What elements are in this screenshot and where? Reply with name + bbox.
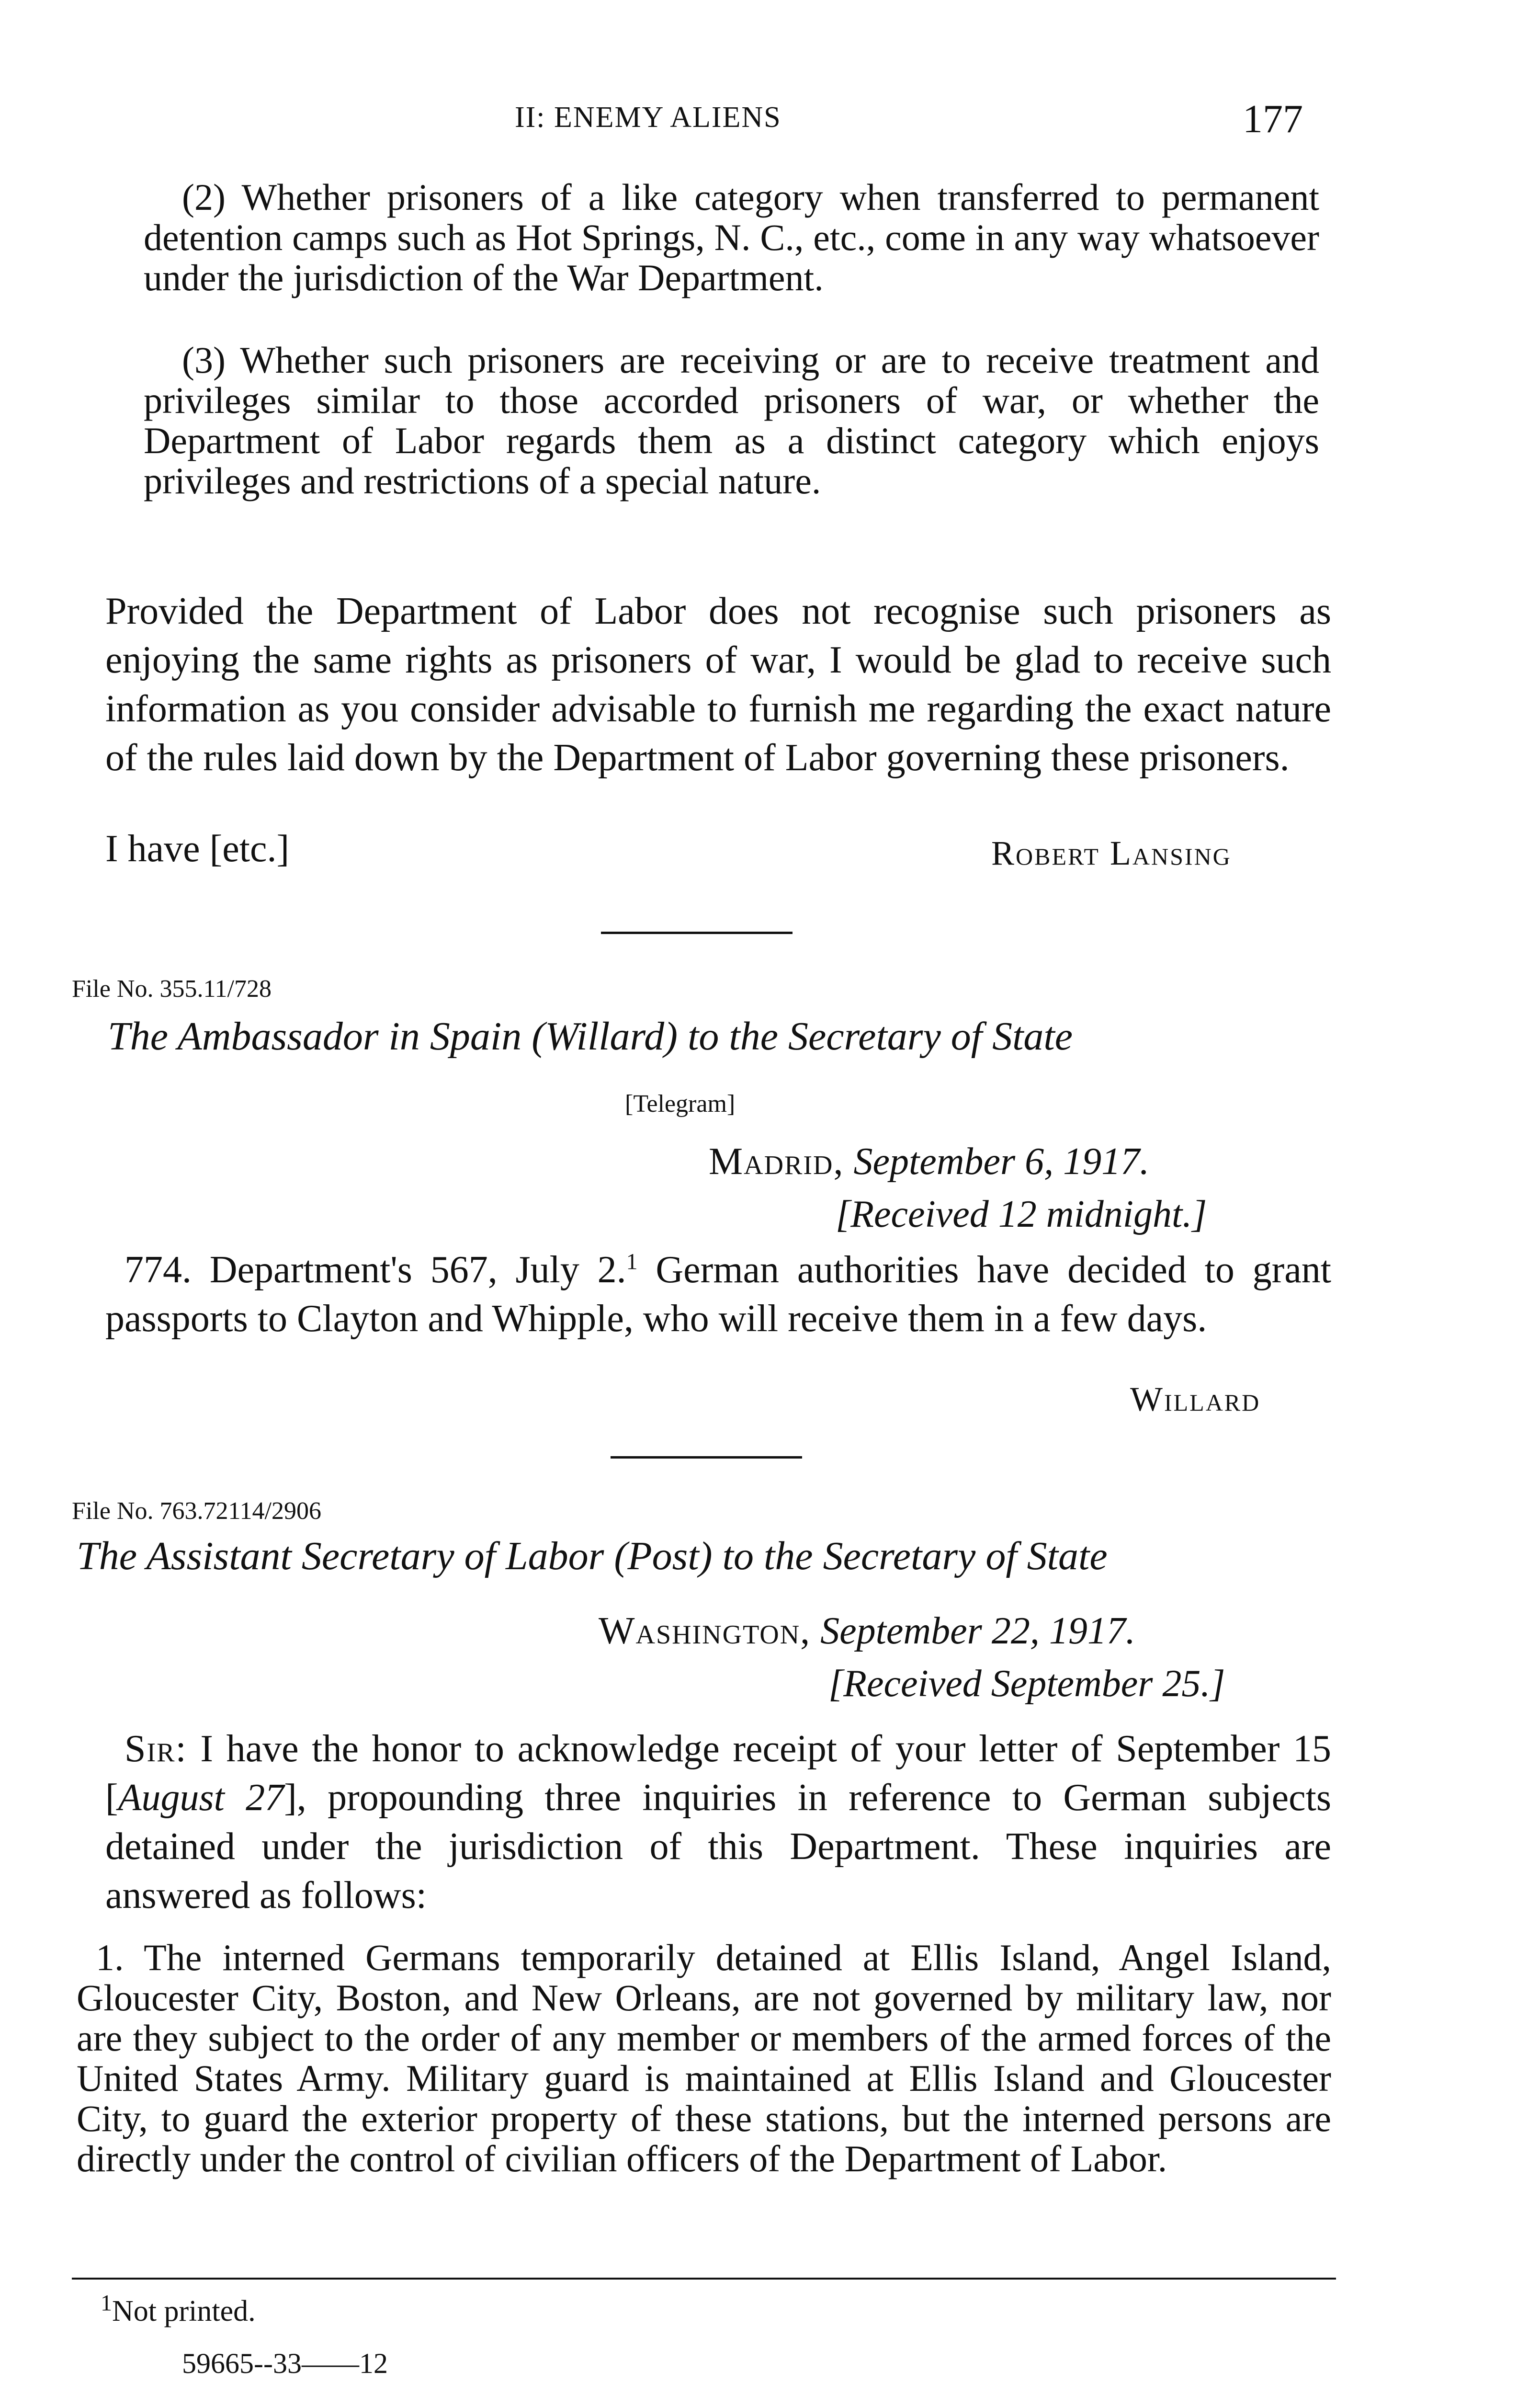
received-note: [Received 12 midnight.] [836,1193,1207,1235]
print-code: 59665--33——12 [182,2348,388,2379]
received-line-2 [828,1662,1225,1706]
dateline-2 [599,1609,1135,1653]
signature-lansing: Robert Lansing [991,834,1232,872]
document-heading-1: The Ambassador in Spain (Willard) to the Secretary of State [108,1014,1073,1059]
received-line-1 [836,1193,1207,1236]
footnote-reference: 1 [626,1249,638,1275]
dateline-date: September 6, 1917. [853,1140,1150,1183]
file-number-2: File No. 763.72114/2906 [72,1497,321,1525]
telegram-text-a: 774. Department's 567, July 2. [125,1249,626,1291]
dateline-date: September 22, 1917. [820,1610,1135,1652]
section-divider [601,932,793,934]
letter-text-b: ], propounding three inquiries in reference to German subjects detained under the jurisdiction of this Department. These inquiries are answered as follows: [105,1777,1332,1916]
page-number: 177 [1243,97,1303,141]
footnote [101,2290,256,2328]
dateline-place: Washington, [599,1610,811,1652]
paragraph-telegram-774 [105,1245,1331,1343]
received-note: [Received September 25.] [828,1663,1225,1705]
paragraph-answer-1: 1. The interned Germans temporarily detained at Ellis Island, Angel Island, Gloucester City, Boston, and New Orleans, are not governed by military law, nor are they subject to the order of any member or members of the armed forces of the United States Army. Military guard is maintained at Ellis Island and Gloucester City, to guard the exterior property of these stations, but the interned persons are directly under the control of civilian officers of the Department of Labor. [77,1937,1331,2179]
document-heading-2: The Assistant Secretary of Labor (Post) to the Secretary of State [77,1534,1108,1578]
telegram-text-b: German authorities have decided to grant passports to Clayton and Whipple, who will receive them in a few days. [105,1249,1331,1340]
dateline-1 [709,1140,1149,1184]
closing-line: I have [etc.] [105,828,290,870]
telegram-label: [Telegram] [625,1090,736,1118]
footnote-mark: 1 [101,2290,112,2316]
footnote-rule [72,2278,1336,2280]
dateline-place: Madrid, [709,1140,844,1183]
letter-text-italic: August 27 [118,1777,284,1819]
paragraph-letter-opening [105,1724,1331,1920]
footnote-text: Not printed. [112,2295,256,2327]
salutation: Sir: [125,1728,187,1770]
letter-text-a: I have the honor to acknowledge receipt of your letter of September 15 [ [105,1728,1331,1819]
paragraph-item-3: (3) Whether such prisoners are receiving or are to receive treatment and privileges similar to those accorded prisoners of war, or whether the Department of Labor regards them as a distinct category which enjoys privileges and restrictions of a special nature. [144,339,1319,502]
file-number-1: File No. 355.11/728 [72,975,272,1003]
running-head: II: ENEMY ALIENS [515,101,781,134]
signature-willard: Willard [1130,1380,1261,1418]
paragraph-provided: Provided the Department of Labor does not recognise such prisoners as enjoying the same rights as prisoners of war, I would be glad to receive such information as you consider advisable to furnish me regarding the exact nature of the rules laid down by the Department of Labor governing these prisoners. [105,590,1331,779]
section-divider [611,1456,802,1459]
paragraph-item-2: (2) Whether prisoners of a like category when transferred to permanent detention camps such as Hot Springs, N. C., etc., come in any way whatsoever under the jurisdiction of the War Department. [144,176,1319,298]
